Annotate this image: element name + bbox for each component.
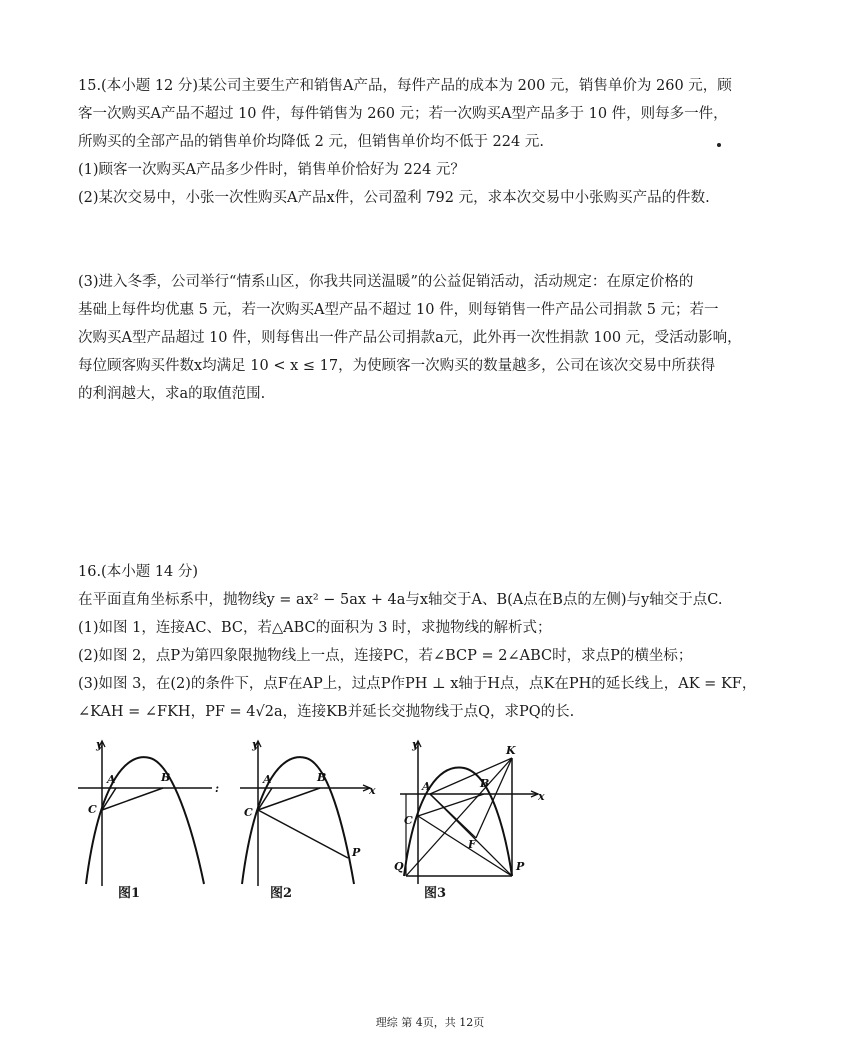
fig2-label-c: C (244, 806, 253, 819)
figure-3 (392, 736, 552, 886)
q16-part-2: (2)如图 2，点P为第四象限抛物线上一点，连接PC，若∠BCP = 2∠ABC时，求点P的横坐标； (78, 648, 693, 664)
q16-part-1: (1)如图 1，连接AC、BC，若△ABC的面积为 3 时，求抛物线的解析式； (78, 620, 552, 636)
question-16 (78, 558, 778, 726)
fig3-label-k: K (506, 744, 516, 757)
fig3-label-b: B (480, 777, 490, 790)
page-footer: 理综 第 4页，共 12页 (375, 1016, 485, 1029)
fig2-x-label: x (369, 784, 376, 797)
q16-part-3-cont: ∠KAH = ∠FKH，PF = 4√2a，连接KB并延长交抛物线于点Q，求PQ的长. (78, 704, 575, 720)
fig3-label-f: F (468, 838, 476, 851)
fig1-label-a: A (107, 773, 116, 786)
q15-p3-line-3: 次购买A型产品超过 10 件，则每售出一件产品公司捐款a元，此外再一次性捐款 100 元，受活动影响， (78, 330, 742, 346)
fig3-label-p: P (516, 860, 525, 873)
figure-1 (72, 736, 222, 886)
question-15 (78, 72, 778, 212)
fig1-y-label: y (96, 738, 103, 751)
q15-part-2: (2)某次交易中，小张一次性购买A产品x件，公司盈利 792 元，求本次交易中小张购买产品的件数. (78, 190, 710, 206)
q15-p3-line-2: 基础上每件均优惠 5 元，若一次购买A型产品不超过 10 件，则每销售一件产品公司捐款 5 元；若一 (78, 302, 719, 318)
question-15-part-3 (78, 268, 778, 408)
q15-p3-line-1: (3)进入冬季，公司举行“情系山区，你我共同送温暖”的公益促销活动，活动规定：在原定价格的 (78, 274, 694, 290)
figures (72, 736, 572, 906)
q15-line-2: 客一次购买A产品不超过 10 件，每件销售为 260 元；若一次购买A型产品多于 10 件，则每多一件， (78, 106, 728, 122)
q16-title: 16.(本小题 14 分) (78, 564, 199, 580)
fig3-y-label: y (412, 738, 419, 751)
q15-p3-line-5: 的利润越大，求a的取值范围. (78, 386, 266, 402)
q15-p3-line-4: 每位顾客购买件数x均满足 10 < x ≤ 17，为使顾客一次购买的数量越多，公司在该次交易中所获得 (78, 358, 716, 374)
q15-line-3: 所购买的全部产品的销售单价均降低 2 元，但销售单价均不低于 224 元. (78, 134, 544, 150)
fig3-label-q: Q (394, 860, 404, 873)
q15-part-1: (1)顾客一次购买A产品多少件时，销售单价恰好为 224 元？ (78, 162, 465, 178)
fig2-label-b: B (317, 771, 327, 784)
figure-2-caption: 图2 (270, 886, 293, 901)
figure-3-caption: 图3 (424, 886, 447, 901)
q15-line-1: 15.(本小题 12 分)某公司主要生产和销售A产品，每件产品的成本为 200 元，销售单价为 260 元，顾 (78, 78, 732, 94)
fig3-label-a: A (422, 780, 431, 793)
fig1-label-b: B (161, 771, 171, 784)
fig3-label-c: C (404, 814, 413, 827)
figure-2 (232, 736, 382, 886)
q16-part-3: (3)如图 3，在(2)的条件下，点F在AP上，过点P作PH ⊥ x轴于H点，点K在PH的延长线上，AK = KF， (78, 676, 757, 692)
figure-1-caption: 图1 (118, 886, 141, 901)
fig1-colon: : (215, 782, 220, 795)
fig2-label-p: P (352, 846, 361, 859)
stray-mark (717, 143, 721, 147)
fig3-x-label: x (538, 790, 545, 803)
q16-stem: 在平面直角坐标系中，抛物线y = ax² − 5ax + 4a与x轴交于A、B(A点在B点的左侧)与y轴交于点C. (78, 592, 723, 608)
fig1-label-c: C (88, 803, 97, 816)
fig2-label-a: A (263, 773, 272, 786)
fig2-y-label: y (252, 738, 259, 751)
